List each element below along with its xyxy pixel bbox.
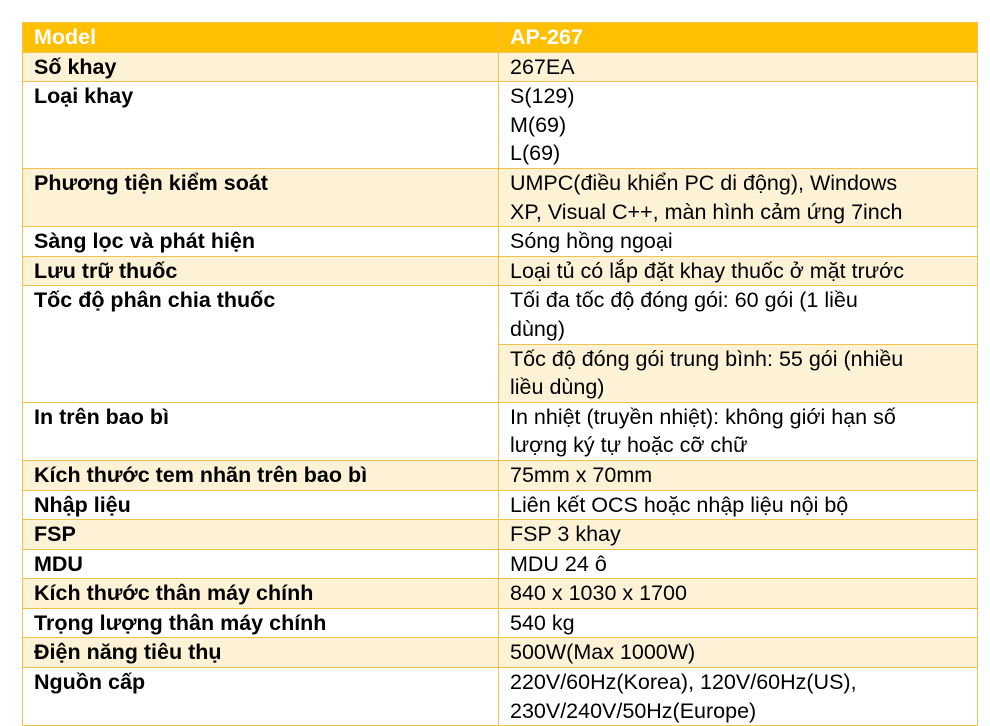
value-line: In nhiệt (truyền nhiệt): không giới hạn số (510, 404, 896, 429)
value-line: L(69) (510, 141, 561, 166)
row-value: FSP 3 khay (499, 520, 978, 550)
row-label: Lưu trữ thuốc (23, 256, 499, 286)
row-label: Kích thước tem nhãn trên bao bì (23, 460, 499, 490)
table-row (23, 256, 978, 286)
row-label: Nhập liệu (23, 490, 499, 520)
row-label: Số khay (23, 52, 499, 82)
row-label: Nguồn cấp (23, 668, 499, 726)
table-header-row (23, 23, 978, 53)
table-row (23, 668, 978, 726)
value-line: liều dùng) (510, 375, 605, 400)
value-line: UMPC(điều khiển PC di động), Windows (510, 170, 898, 195)
header-label: Model (23, 23, 499, 53)
row-value: Liên kết OCS hoặc nhập liệu nội bộ (499, 490, 978, 520)
table-row (23, 579, 978, 609)
value-line: 230V/240V/50Hz(Europe) (510, 698, 757, 723)
row-value (499, 668, 978, 726)
row-label: Điện năng tiêu thụ (23, 638, 499, 668)
row-label: Tốc độ phân chia thuốc (23, 286, 499, 402)
row-value (499, 402, 978, 460)
value-line: Tốc độ đóng gói trung bình: 55 gói (nhiều (510, 346, 904, 371)
spec-table (22, 22, 978, 726)
row-label: Sàng lọc và phát hiện (23, 227, 499, 257)
row-value: 540 kg (499, 608, 978, 638)
table-row (23, 490, 978, 520)
value-line: 220V/60Hz(Korea), 120V/60Hz(US), (510, 670, 857, 695)
table-row (23, 168, 978, 226)
row-value (499, 286, 978, 344)
row-value: 267EA (499, 52, 978, 82)
table-row (23, 52, 978, 82)
table-row (23, 286, 978, 344)
value-line: S(129) (510, 84, 575, 109)
table-row (23, 402, 978, 460)
table-row (23, 82, 978, 169)
row-label: Phương tiện kiểm soát (23, 168, 499, 226)
row-label: In trên bao bì (23, 402, 499, 460)
header-value: AP-267 (499, 23, 978, 53)
table-row (23, 227, 978, 257)
table-row (23, 520, 978, 550)
row-value: Loại tủ có lắp đặt khay thuốc ở mặt trước (499, 256, 978, 286)
value-line: M(69) (510, 112, 567, 137)
row-value (499, 82, 978, 169)
value-line: lượng ký tự hoặc cỡ chữ (510, 433, 748, 458)
row-value: 840 x 1030 x 1700 (499, 579, 978, 609)
row-value (499, 344, 978, 402)
row-label: MDU (23, 549, 499, 579)
value-line: XP, Visual C++, màn hình cảm ứng 7inch (510, 199, 903, 224)
value-line: Tối đa tốc độ đóng gói: 60 gói (1 liều (510, 288, 858, 313)
table-row (23, 608, 978, 638)
row-value: MDU 24 ô (499, 549, 978, 579)
row-label: Trọng lượng thân máy chính (23, 608, 499, 638)
row-value (499, 168, 978, 226)
row-label: Loại khay (23, 82, 499, 169)
table-row (23, 460, 978, 490)
row-value: Sóng hồng ngoại (499, 227, 978, 257)
row-value: 500W(Max 1000W) (499, 638, 978, 668)
table-row (23, 549, 978, 579)
table-row (23, 638, 978, 668)
row-label: Kích thước thân máy chính (23, 579, 499, 609)
row-value: 75mm x 70mm (499, 460, 978, 490)
value-line: dùng) (510, 316, 565, 341)
row-label: FSP (23, 520, 499, 550)
